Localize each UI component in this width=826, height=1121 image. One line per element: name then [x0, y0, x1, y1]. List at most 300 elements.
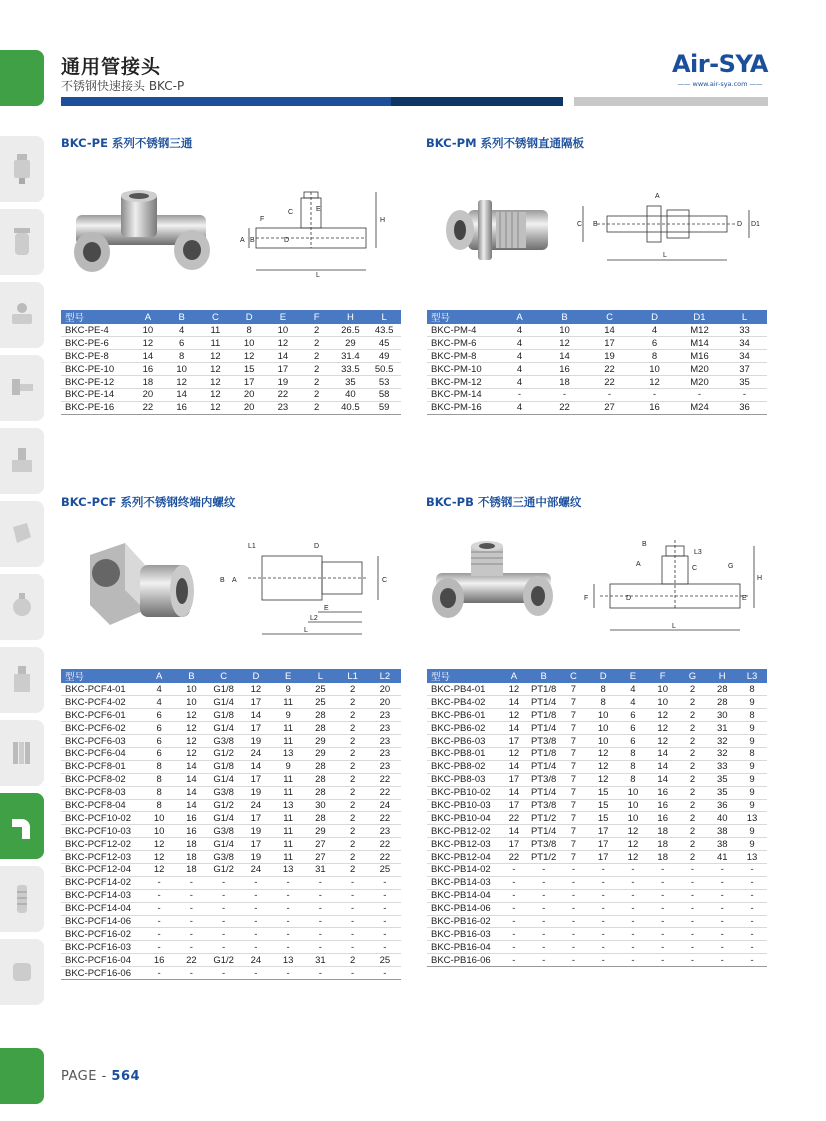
side-item-filter[interactable] [0, 209, 44, 275]
value-cell: - [588, 915, 618, 928]
value-cell: - [707, 889, 737, 902]
table-row [61, 350, 401, 363]
value-cell: 22 [369, 786, 401, 799]
spec-table-pcf [61, 669, 401, 980]
value-cell: - [175, 941, 207, 954]
value-cell: - [529, 863, 559, 876]
value-cell: 37 [722, 363, 767, 376]
value-cell: PT3/8 [529, 838, 559, 851]
model-cell: BKC-PCF8-03 [61, 786, 143, 799]
value-cell: 7 [559, 696, 589, 709]
value-cell: - [272, 915, 304, 928]
value-cell: 27 [304, 851, 336, 864]
value-cell: - [529, 889, 559, 902]
header-bar-grey [574, 97, 768, 106]
value-cell: 10 [648, 683, 678, 696]
value-cell: 16 [165, 401, 199, 414]
value-cell: M12 [677, 324, 722, 337]
side-item-actuator[interactable] [0, 501, 44, 567]
value-cell: - [175, 902, 207, 915]
value-cell: M14 [677, 337, 722, 350]
value-cell: - [337, 889, 369, 902]
value-cell: - [369, 902, 401, 915]
table-row [427, 954, 767, 967]
value-cell: 19 [240, 851, 272, 864]
value-cell: 14 [175, 799, 207, 812]
value-cell: - [175, 915, 207, 928]
value-cell: 8 [165, 350, 199, 363]
value-cell: 9 [737, 825, 767, 838]
column-header: E [618, 669, 648, 683]
value-cell: PT1/8 [529, 683, 559, 696]
model-cell: BKC-PCF6-03 [61, 735, 143, 748]
value-cell: - [678, 928, 708, 941]
side-item-regulator[interactable] [0, 136, 44, 202]
value-cell: - [678, 902, 708, 915]
model-cell: BKC-PB6-03 [427, 735, 499, 748]
value-cell: - [618, 915, 648, 928]
table-row [427, 851, 767, 864]
drawing-pcf [218, 538, 393, 638]
value-cell: 30 [304, 799, 336, 812]
drawing-pb [580, 536, 765, 636]
value-cell: 17 [240, 722, 272, 735]
value-cell: 35 [334, 376, 368, 389]
page-prefix: PAGE - [61, 1069, 112, 1084]
value-cell: 10 [618, 812, 648, 825]
value-cell: PT1/4 [529, 760, 559, 773]
value-cell: - [175, 876, 207, 889]
model-cell: BKC-PCF12-03 [61, 851, 143, 864]
model-cell: BKC-PE-12 [61, 376, 131, 389]
dim-label-d: D [737, 221, 743, 228]
column-header: D1 [677, 310, 722, 324]
accessory-icon [9, 955, 35, 989]
value-cell: 7 [559, 735, 589, 748]
column-header: B [542, 310, 587, 324]
value-cell: - [208, 889, 240, 902]
value-cell: 6 [618, 722, 648, 735]
value-cell: 10 [131, 324, 165, 337]
value-cell: - [707, 863, 737, 876]
value-cell: - [588, 889, 618, 902]
value-cell: 6 [143, 722, 175, 735]
value-cell: 2 [678, 735, 708, 748]
side-category-nav [0, 136, 44, 1012]
value-cell: - [737, 889, 767, 902]
value-cell: - [648, 876, 678, 889]
model-cell: BKC-PCF6-02 [61, 722, 143, 735]
model-cell: BKC-PCF8-04 [61, 799, 143, 812]
value-cell: 4 [143, 683, 175, 696]
dim-label-l: L [316, 272, 320, 278]
value-cell: - [272, 928, 304, 941]
value-cell: 41 [707, 851, 737, 864]
value-cell: 2 [678, 825, 708, 838]
manifold-icon [9, 663, 35, 697]
value-cell: 10 [165, 363, 199, 376]
value-cell: 10 [588, 735, 618, 748]
value-cell: 28 [304, 786, 336, 799]
value-cell: 2 [300, 376, 334, 389]
brand-logo [665, 50, 775, 88]
value-cell: - [529, 954, 559, 967]
table-row [61, 722, 401, 735]
value-cell: - [143, 967, 175, 980]
product-photo-pe [66, 190, 216, 280]
value-cell: 16 [648, 799, 678, 812]
value-cell: 4 [632, 324, 677, 337]
value-cell: 17 [240, 838, 272, 851]
dim-label-f: F [584, 595, 589, 602]
value-cell: 12 [648, 735, 678, 748]
table-row [61, 363, 401, 376]
dim-label-c: C [577, 221, 583, 228]
value-cell: - [337, 876, 369, 889]
value-cell: 6 [143, 747, 175, 760]
value-cell: 12 [175, 709, 207, 722]
value-cell: 18 [175, 851, 207, 864]
value-cell: 32 [707, 747, 737, 760]
value-cell: 20 [131, 388, 165, 401]
value-cell: - [143, 889, 175, 902]
value-cell: - [369, 928, 401, 941]
value-cell: - [677, 388, 722, 401]
value-cell: 12 [542, 337, 587, 350]
value-cell: 40 [707, 812, 737, 825]
column-header: L2 [369, 669, 401, 683]
column-header: H [334, 310, 368, 324]
model-cell: BKC-PB10-02 [427, 786, 499, 799]
dim-label-c: C [692, 565, 698, 572]
value-cell: 7 [559, 838, 589, 851]
model-cell: BKC-PE-6 [61, 337, 131, 350]
column-header: C [559, 669, 589, 683]
value-cell: 12 [499, 709, 529, 722]
value-cell: G1/8 [208, 709, 240, 722]
value-cell: - [559, 954, 589, 967]
value-cell: - [588, 902, 618, 915]
dim-label-b: B [220, 577, 225, 584]
value-cell: - [588, 863, 618, 876]
value-cell: - [678, 863, 708, 876]
value-cell: 18 [175, 863, 207, 876]
column-header: 型号 [427, 310, 497, 324]
value-cell: - [648, 954, 678, 967]
value-cell: PT3/8 [529, 735, 559, 748]
value-cell: 45 [367, 337, 401, 350]
model-cell: BKC-PCF10-03 [61, 825, 143, 838]
value-cell: G1/4 [208, 812, 240, 825]
value-cell: 10 [232, 337, 266, 350]
value-cell: G1/2 [208, 799, 240, 812]
table-row [61, 902, 401, 915]
value-cell: 2 [337, 683, 369, 696]
value-cell: 2 [300, 324, 334, 337]
table-row [61, 838, 401, 851]
value-cell: - [499, 915, 529, 928]
value-cell: 11 [199, 337, 233, 350]
table-row [427, 838, 767, 851]
value-cell: 13 [737, 851, 767, 864]
value-cell: G1/4 [208, 696, 240, 709]
drawing-pe [236, 188, 396, 278]
value-cell: 20 [369, 683, 401, 696]
value-cell: 10 [588, 709, 618, 722]
value-cell: 14 [240, 760, 272, 773]
spec-table-pb [427, 669, 767, 967]
table-row [427, 337, 767, 350]
value-cell: G1/4 [208, 722, 240, 735]
value-cell: - [369, 941, 401, 954]
value-cell: 29 [304, 735, 336, 748]
model-cell: BKC-PB16-04 [427, 941, 499, 954]
side-item-silencer[interactable] [0, 866, 44, 932]
column-header: A [499, 669, 529, 683]
model-cell: BKC-PCF8-01 [61, 760, 143, 773]
table-row [427, 825, 767, 838]
spec-table-pe [61, 310, 401, 415]
value-cell: 31.4 [334, 350, 368, 363]
value-cell: 2 [300, 337, 334, 350]
value-cell: 15 [588, 786, 618, 799]
value-cell: PT1/4 [529, 696, 559, 709]
value-cell: - [588, 876, 618, 889]
model-cell: BKC-PB12-03 [427, 838, 499, 851]
value-cell: 7 [559, 825, 589, 838]
value-cell: G3/8 [208, 825, 240, 838]
value-cell: 7 [559, 812, 589, 825]
side-item-tube-fittings[interactable] [0, 793, 44, 859]
side-item-pump[interactable] [0, 574, 44, 640]
value-cell: 7 [559, 722, 589, 735]
value-cell: - [559, 941, 589, 954]
value-cell: 35 [707, 786, 737, 799]
model-cell: BKC-PCF10-02 [61, 812, 143, 825]
value-cell: - [722, 388, 767, 401]
value-cell: 11 [272, 851, 304, 864]
model-cell: BKC-PB14-02 [427, 863, 499, 876]
table-row [61, 915, 401, 928]
table-row [61, 851, 401, 864]
value-cell: 12 [199, 363, 233, 376]
value-cell: PT1/8 [529, 709, 559, 722]
value-cell: 13 [272, 799, 304, 812]
side-item-valve[interactable] [0, 282, 44, 348]
value-cell: 14 [587, 324, 632, 337]
dim-label-d: D [284, 237, 290, 244]
value-cell: 8 [143, 773, 175, 786]
value-cell: PT1/8 [529, 747, 559, 760]
value-cell: 12 [266, 337, 300, 350]
value-cell: 2 [678, 747, 708, 760]
value-cell: - [707, 941, 737, 954]
value-cell: M16 [677, 350, 722, 363]
value-cell: - [559, 889, 589, 902]
dim-label-h: H [757, 575, 763, 582]
value-cell: 11 [272, 786, 304, 799]
value-cell: 6 [632, 337, 677, 350]
value-cell: - [499, 902, 529, 915]
value-cell: 29 [304, 747, 336, 760]
dim-label-f: F [260, 216, 265, 223]
page-number-value: 564 [111, 1069, 141, 1084]
value-cell: 36 [722, 401, 767, 414]
side-item-fittings[interactable] [0, 720, 44, 786]
value-cell: 16 [632, 401, 677, 414]
value-cell: 9 [737, 799, 767, 812]
value-cell: 23 [369, 709, 401, 722]
value-cell: - [240, 876, 272, 889]
table-row [61, 376, 401, 389]
value-cell: 19 [240, 735, 272, 748]
value-cell: - [304, 941, 336, 954]
value-cell: G1/2 [208, 863, 240, 876]
value-cell: 9 [272, 760, 304, 773]
value-cell: G3/8 [208, 851, 240, 864]
value-cell: - [737, 941, 767, 954]
header-bar-blue [61, 97, 391, 106]
value-cell: 17 [588, 838, 618, 851]
value-cell: 34 [722, 350, 767, 363]
value-cell: 4 [618, 683, 648, 696]
value-cell: 2 [678, 722, 708, 735]
value-cell: 4 [497, 376, 542, 389]
value-cell: - [618, 863, 648, 876]
column-header: B [165, 310, 199, 324]
value-cell: 18 [648, 825, 678, 838]
table-row [427, 324, 767, 337]
value-cell: 22 [175, 954, 207, 967]
value-cell: 11 [272, 773, 304, 786]
table-row [427, 928, 767, 941]
model-cell: BKC-PCF8-02 [61, 773, 143, 786]
value-cell: 6 [165, 337, 199, 350]
value-cell: 2 [337, 825, 369, 838]
value-cell: 17 [587, 337, 632, 350]
column-header: E [266, 310, 300, 324]
value-cell: 12 [143, 851, 175, 864]
value-cell: 2 [678, 696, 708, 709]
green-tab-top [0, 50, 44, 106]
value-cell: 14 [542, 350, 587, 363]
value-cell: 9 [737, 760, 767, 773]
dim-label-d1: D1 [751, 221, 760, 228]
value-cell: - [678, 889, 708, 902]
column-header: D [632, 310, 677, 324]
value-cell: 10 [632, 363, 677, 376]
table-row [61, 683, 401, 696]
table-row [61, 928, 401, 941]
value-cell: 18 [648, 838, 678, 851]
value-cell: - [497, 388, 542, 401]
value-cell: - [648, 902, 678, 915]
dim-label-a: A [232, 577, 237, 584]
value-cell: 12 [618, 838, 648, 851]
dim-label-b: B [250, 237, 255, 244]
model-cell: BKC-PB6-02 [427, 722, 499, 735]
model-cell: BKC-PB4-01 [427, 683, 499, 696]
value-cell: 35 [722, 376, 767, 389]
table-row [61, 773, 401, 786]
value-cell: 8 [232, 324, 266, 337]
value-cell: 14 [266, 350, 300, 363]
column-header: L3 [737, 669, 767, 683]
value-cell: - [529, 876, 559, 889]
value-cell: 18 [542, 376, 587, 389]
value-cell: 22 [369, 851, 401, 864]
value-cell: 40 [334, 388, 368, 401]
value-cell: 10 [143, 812, 175, 825]
value-cell: 24 [369, 799, 401, 812]
value-cell: 4 [618, 696, 648, 709]
value-cell: 12 [632, 376, 677, 389]
model-cell: BKC-PCF12-02 [61, 838, 143, 851]
value-cell: - [369, 967, 401, 980]
value-cell: - [618, 889, 648, 902]
brand-name: Air-SYA [671, 50, 769, 78]
value-cell: 8 [618, 773, 648, 786]
value-cell: - [175, 967, 207, 980]
column-header: H [707, 669, 737, 683]
value-cell: 12 [165, 376, 199, 389]
value-cell: 28 [707, 683, 737, 696]
silencer-icon [9, 882, 35, 916]
dim-label-b: B [642, 541, 647, 548]
value-cell: - [529, 941, 559, 954]
model-cell: BKC-PB12-04 [427, 851, 499, 864]
side-item-cylinder[interactable] [0, 355, 44, 421]
model-cell: BKC-PB4-02 [427, 696, 499, 709]
side-item-manifold[interactable] [0, 647, 44, 713]
value-cell: - [588, 941, 618, 954]
value-cell: 14 [175, 760, 207, 773]
table-row [61, 825, 401, 838]
value-cell: PT3/8 [529, 799, 559, 812]
value-cell: 22 [542, 401, 587, 414]
value-cell: G1/4 [208, 838, 240, 851]
header-bar-dark [391, 97, 563, 106]
value-cell: 11 [272, 735, 304, 748]
value-cell: G1/4 [208, 773, 240, 786]
side-item-accessory[interactable] [0, 939, 44, 1005]
value-cell: 2 [337, 760, 369, 773]
section-title-pe: BKC-PE 系列不锈钢三通 [61, 136, 193, 150]
value-cell: 9 [737, 735, 767, 748]
model-cell: BKC-PE-16 [61, 401, 131, 414]
value-cell: 6 [143, 709, 175, 722]
value-cell: M20 [677, 376, 722, 389]
value-cell: - [648, 915, 678, 928]
value-cell: - [240, 889, 272, 902]
value-cell: 6 [618, 735, 648, 748]
dim-label-d: D [626, 595, 632, 602]
table-row [61, 876, 401, 889]
value-cell: 22 [131, 401, 165, 414]
value-cell: PT1/4 [529, 722, 559, 735]
value-cell: 12 [199, 401, 233, 414]
value-cell: - [737, 954, 767, 967]
value-cell: 12 [588, 773, 618, 786]
dim-label-a: A [240, 237, 245, 244]
value-cell: 9 [272, 709, 304, 722]
value-cell: 18 [131, 376, 165, 389]
value-cell: - [559, 863, 589, 876]
side-item-solenoid[interactable] [0, 428, 44, 494]
value-cell: - [208, 928, 240, 941]
column-header: C [587, 310, 632, 324]
value-cell: 14 [240, 709, 272, 722]
